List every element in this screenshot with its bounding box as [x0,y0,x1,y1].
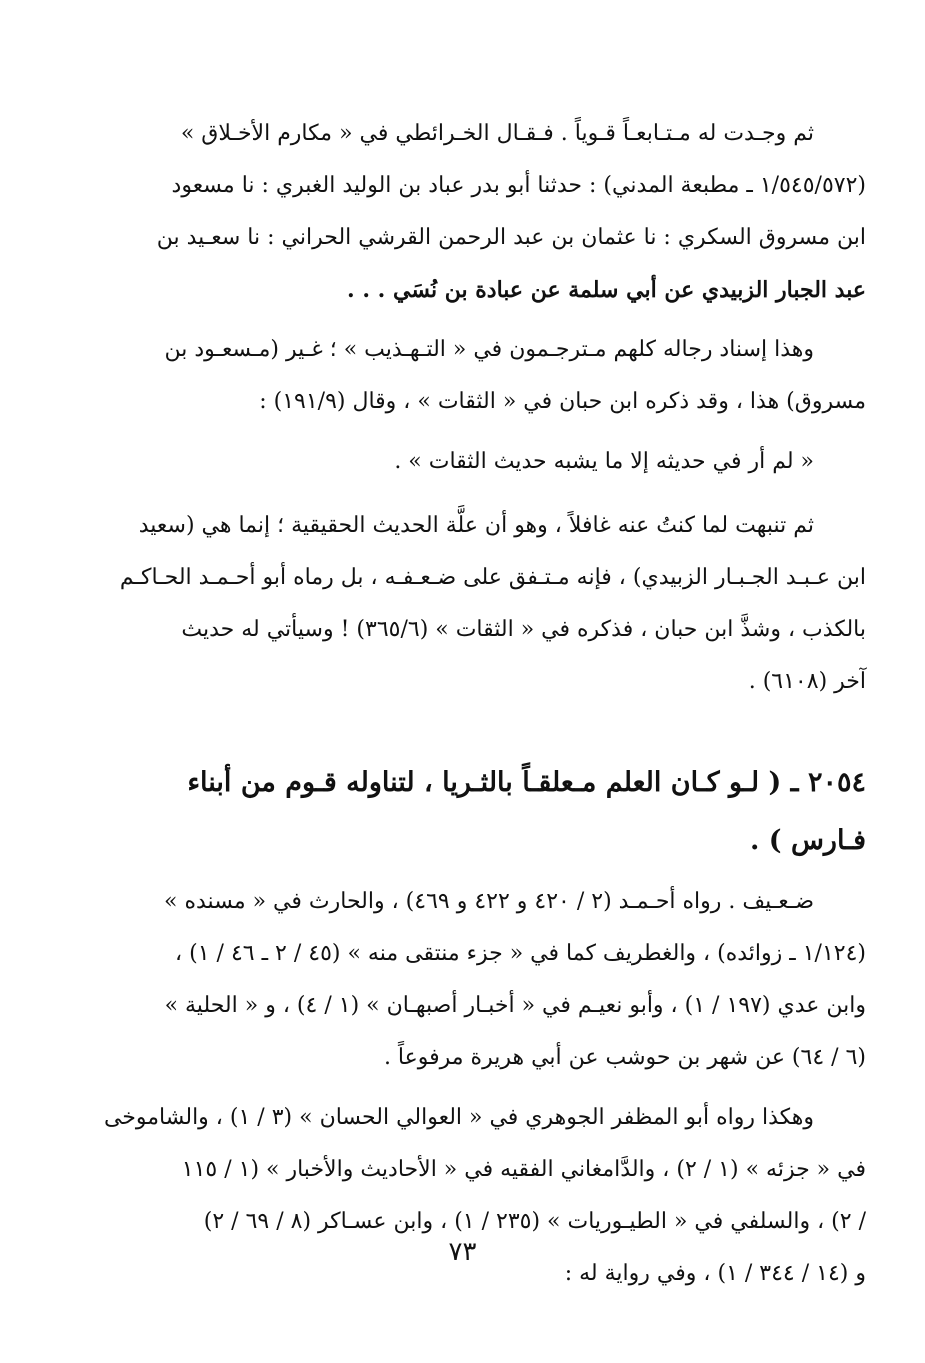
text-line: ابن مسروق السكري : نا عثمان بن عبد الرحمن القرشي الحراني : نا سعـيد بن [156,225,866,250]
text-line: وهكذا رواه أبو المظفر الجوهري في « العوالي الحسان » (٣ / ١) ، والشاموخى [103,1105,814,1130]
text-line: عبد الجبار الزبيدي عن أبي سلمة عن عبادة بن نُسَي . . . [347,277,866,303]
text-line: ضـعـيف . رواه أحـمـد (٢ / ٤٢٠ و ٤٢٢ و ٤٦٩) ، والحارث في « مسنده » [164,889,814,914]
page-number: ٧٣ [448,1237,477,1267]
text-line: ثم تنبهت لما كنتُ عنه غافلاً ، وهو أن علَّة الحديث الحقيقية ؛ إنما هي (سعيد [138,513,814,538]
text-line: / ٢) ، والسلفي في « الطيـوريات » (٢٣٥ / ١) ، وابن عسـاكر (٨ / ٦٩ / ٢) [203,1209,866,1234]
paragraph-3 [118,500,866,708]
text-line: ابن عـبـد الجـبـار الزبيدي) ، فإنه مـتـفق على ضـعـفـه ، بل رماه أبو أحـمـد الحـاكـم [119,565,866,590]
text-line: وهذا إسناد رجاله كلهم مـترجـمون في « التـهـذيب » ؛ غـير (مـسعـود بن [164,337,814,362]
text-line: (٦ / ٦٤) عن شهر بن حوشب عن أبي هريرة مرفوعاً . [383,1045,866,1070]
heading-line: ٢٠٥٤ ـ ( لـو كـان العلم مـعلقـاً بالثـريا ، لتناوله قـوم من أبناء [187,767,866,798]
paragraph-4 [118,876,866,1084]
text-line: بالكذب ، وشذَّ ابن حبان ، فذكره في « الثقات » (٣٦٥/٦) ! وسيأتي له حديث [181,617,866,642]
text-line: آخر (٦١٠٨) . [748,669,866,694]
text-line: في « جزئه » (١ / ٢) ، والدَّامغاني الفقيه في « الأحاديث والأخبار » (١ / ١١٥ [181,1157,866,1182]
text-line: ثم وجـدت له مـتـابعـاً قـوياً . فـقـال الخـرائطي في « مكارم الأخـلاق » [180,121,814,146]
text-line: « لم أر في حديثه إلا ما يشبه حديث الثقات » . [394,449,814,474]
quotation [118,436,866,488]
paragraph-2 [118,324,866,428]
text-line: و (١٤ / ٣٤٤ / ١) ، وفي رواية له : [564,1261,866,1286]
page-body [103,108,866,1308]
heading-line: فـارس ) . [749,825,866,856]
text-line: (١/١٢٤ ـ زوائده) ، والغطريف كما في « جزء منتقى منه » (٤٥ / ٢ ـ ٤٦ / ١) ، [175,941,866,966]
text-line: مسروق) هذا ، وقد ذكره ابن حبان في « الثقات » ، وقال (١٩١/٩) : [259,389,866,414]
text-line: وابن عدي (١٩٧ / ١) ، وأبو نعيـم في « أخبـار أصبهـان » (١ / ٤) ، و « الحلية » [164,993,866,1018]
paragraph-1 [118,108,866,316]
text-line: (١/٥٤٥/٥٧٢ ـ مطبعة المدني) : حدثنا أبو بدر عباد بن الوليد الغبري : نا مسعود [171,173,866,198]
hadith-heading [118,754,866,870]
